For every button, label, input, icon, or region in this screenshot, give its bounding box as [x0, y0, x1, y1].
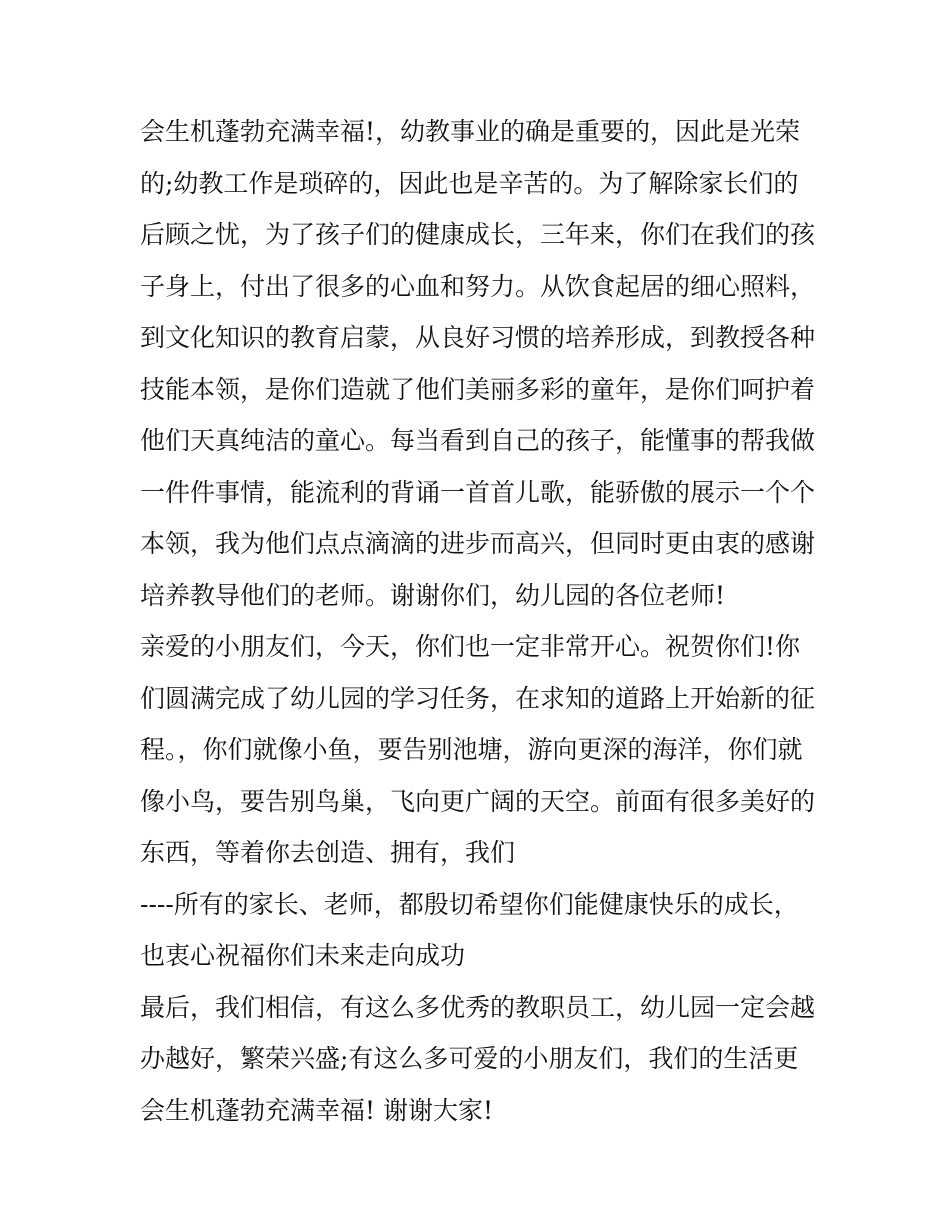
text-line: 最后，我们相信，有这么多优秀的教职员工，幼儿园一定会越 — [140, 992, 816, 1022]
text-line: 一件件事情，能流利的背诵一首首儿歌，能骄傲的展示一个个 — [140, 477, 816, 507]
text-line: 培养教导他们的老师。谢谢你们，幼儿园的各位老师! — [140, 580, 726, 610]
text-line: 技能本领，是你们造就了他们美丽多彩的童年，是你们呵护着 — [140, 374, 816, 404]
text-line: 亲爱的小朋友们，今天，你们也一定非常开心。祝贺你们!你 — [140, 632, 801, 661]
text-line: 也衷心祝福你们未来走向成功 — [140, 941, 466, 970]
body-text — [140, 106, 820, 1136]
text-line: 的;幼教工作是琐碎的，因此也是辛苦的。为了解除家长们的 — [140, 168, 799, 198]
text-line: 东西，等着你去创造、拥有，我们 — [140, 838, 516, 867]
text-line: 后顾之忧，为了孩子们的健康成长，三年来，你们在我们的孩 — [140, 220, 816, 249]
text-line: 会生机蓬勃充满幸福!，幼教事业的确是重要的，因此是光荣 — [140, 117, 801, 146]
text-line: 子身上，付出了很多的心血和努力。从饮食起居的细心照料， — [140, 271, 816, 301]
text-line: 们圆满完成了幼儿园的学习任务，在求知的道路上开始新的征 — [140, 683, 816, 713]
text-line: 本领，我为他们点点滴滴的进步而高兴，但同时更由衷的感谢 — [140, 529, 816, 558]
text-line: 到文化知识的教育启蒙，从良好习惯的培养形成，到教授各种 — [140, 323, 816, 352]
text-line: ----所有的家长、老师，都殷切希望你们能健康快乐的成长， — [140, 889, 799, 919]
text-line: 会生机蓬勃充满幸福! 谢谢大家! — [140, 1095, 494, 1125]
text-line: 像小鸟，要告别鸟巢，飞向更广阔的天空。前面有很多美好的 — [140, 786, 816, 816]
text-line: 他们天真纯洁的童心。每当看到自己的孩子，能懂事的帮我做 — [140, 426, 816, 455]
text-line: 办越好，繁荣兴盛;有这么多可爱的小朋友们，我们的生活更 — [140, 1044, 799, 1073]
text-line: 程。，你们就像小鱼，要告别池塘，游向更深的海洋，你们就 — [140, 735, 803, 764]
